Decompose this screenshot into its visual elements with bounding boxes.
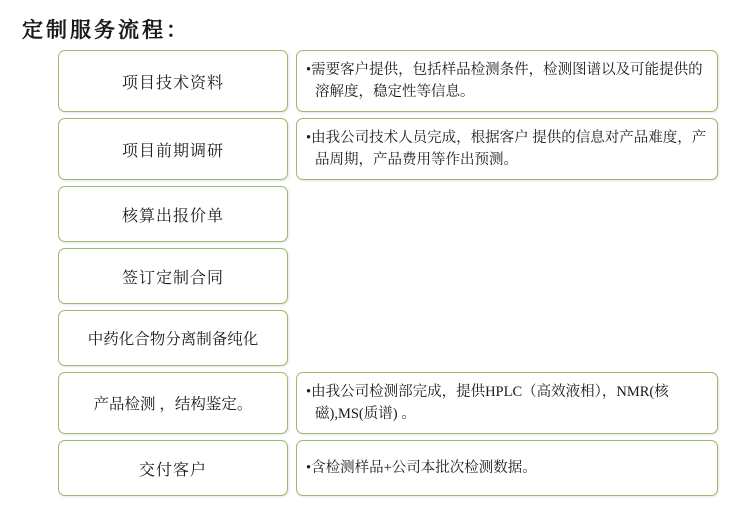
step-box-5[interactable]: 中药化合物分离制备纯化 bbox=[58, 310, 288, 366]
desc-box-6[interactable] bbox=[296, 372, 718, 434]
flow-row bbox=[58, 440, 718, 496]
desc-text-2: •由我公司技术人员完成，根据客户 提供的信息对产品难度，产品周期，产品费用等作出预测。 bbox=[306, 129, 707, 168]
desc-box-1[interactable] bbox=[296, 50, 718, 112]
flow-row bbox=[58, 372, 718, 434]
step-box-7[interactable]: 交付客户 bbox=[58, 440, 288, 496]
desc-box-7[interactable] bbox=[296, 440, 718, 496]
step-box-4[interactable]: 签订定制合同 bbox=[58, 248, 288, 304]
desc-text-7: •含检测样品+公司本批次检测数据。 bbox=[306, 459, 537, 476]
step-box-6[interactable]: 产品检测 ，结构鉴定。 bbox=[58, 372, 288, 434]
flow-row bbox=[58, 118, 718, 180]
desc-text-1: •需要客户提供，包括样品检测条件，检测图谱以及可能提供的溶解度，稳定性等信息。 bbox=[306, 61, 703, 100]
flow-row bbox=[58, 248, 718, 304]
flow-row bbox=[58, 50, 718, 112]
desc-text-6: •由我公司检测部完成，提供HPLC（高效液相），NMR(核磁),MS(质谱) 。 bbox=[306, 383, 669, 422]
step-box-2[interactable]: 项目前期调研 bbox=[58, 118, 288, 180]
desc-box-2[interactable] bbox=[296, 118, 718, 180]
flow-row bbox=[58, 186, 718, 242]
step-box-3[interactable]: 核算出报价单 bbox=[58, 186, 288, 242]
flow-row bbox=[58, 310, 718, 366]
page-title: 定制服务流程： bbox=[22, 18, 190, 42]
process-flow bbox=[58, 50, 718, 502]
step-box-1[interactable]: 项目技术资料 bbox=[58, 50, 288, 112]
